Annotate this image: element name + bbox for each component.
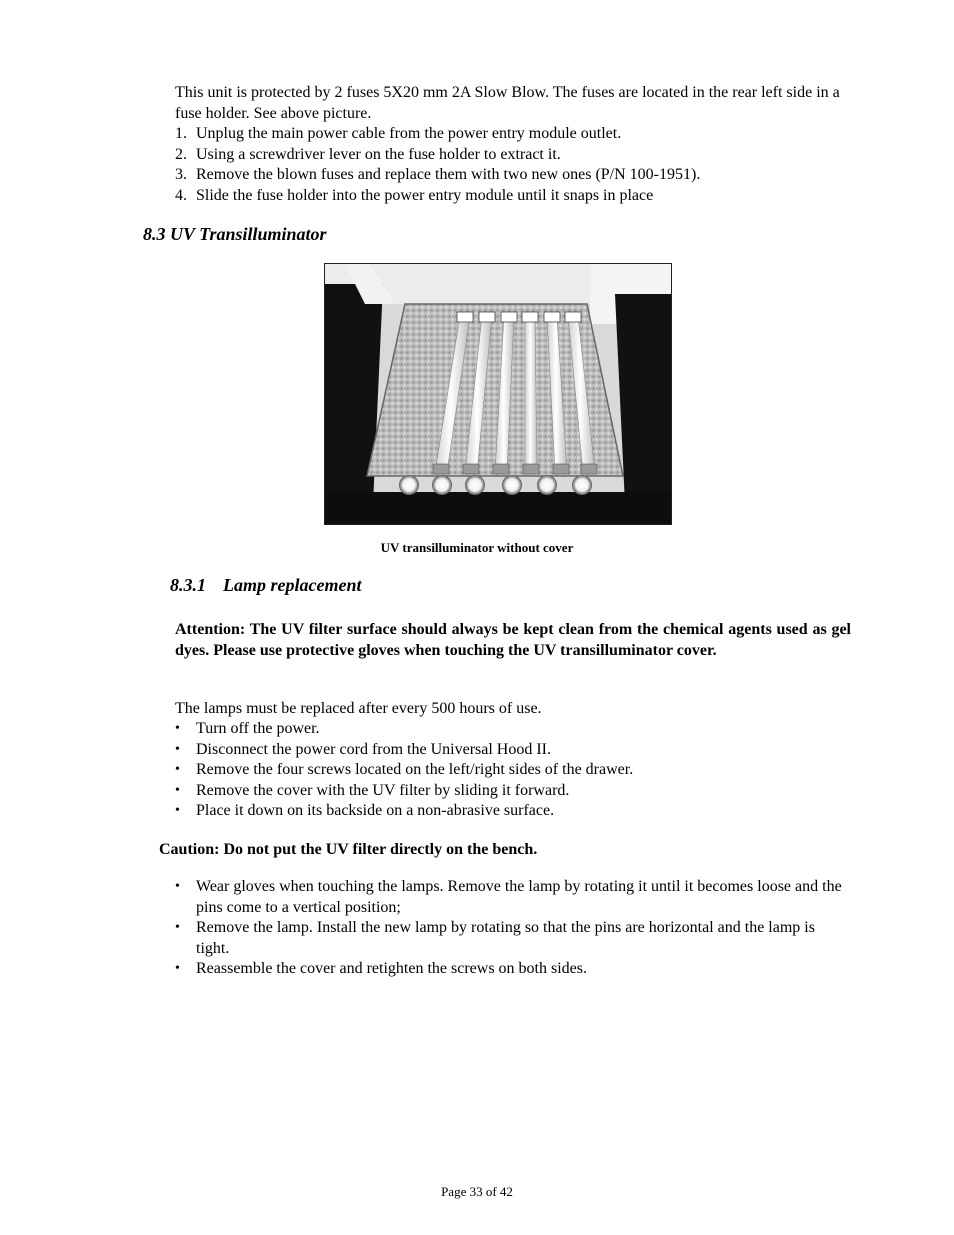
page-footer: Page 33 of 42 — [441, 1184, 513, 1199]
list-item — [175, 145, 851, 166]
list-item — [175, 165, 851, 186]
bullet-glyph: • — [175, 961, 180, 976]
lamp-steps-list — [175, 719, 851, 822]
bullet-glyph: • — [175, 782, 180, 798]
subsection-heading — [170, 575, 361, 596]
subsection-number: 8.3.1 — [170, 575, 206, 595]
list-item — [175, 918, 851, 959]
list-item-text: Unplug the main power cable from the power entry module outlet. — [196, 125, 622, 142]
list-item-text: Place it down on its backside on a non-abrasive surface. — [196, 802, 555, 819]
photo-illustration — [325, 264, 671, 524]
subsection-title: Lamp replacement — [223, 575, 362, 595]
list-item — [175, 186, 851, 207]
list-item-text: Remove the four screws located on the left/right sides of the drawer. — [196, 761, 634, 778]
lamp-install-steps-list — [175, 877, 851, 980]
bullet-glyph: • — [175, 762, 180, 777]
caution-paragraph: Caution: Do not put the UV filter directly on the bench. — [159, 841, 538, 858]
list-item-text: Slide the fuse holder into the power entry module until it snaps in place — [196, 186, 654, 204]
list-number: 2. — [175, 145, 187, 163]
fuse-intro-paragraph: This unit is protected by 2 fuses 5X20 mm 2A Slow Blow. The fuses are located in the rear left side in a fuse holder. See above picture. — [175, 84, 840, 122]
bullet-glyph: • — [175, 920, 180, 935]
lamps-intro-paragraph: The lamps must be replaced after every 500 hours of use. — [175, 700, 542, 717]
list-item — [175, 124, 851, 145]
fuse-steps-list — [175, 124, 851, 206]
list-number: 1. — [175, 125, 187, 142]
list-item — [175, 801, 851, 822]
list-item — [175, 740, 851, 761]
list-item-text: Remove the cover with the UV filter by sliding it forward. — [196, 781, 570, 799]
list-item — [175, 959, 851, 980]
bullet-glyph: • — [175, 879, 180, 894]
list-item — [175, 719, 851, 740]
list-number: 3. — [175, 166, 187, 183]
bullet-glyph: • — [175, 741, 180, 757]
list-item-text: Remove the blown fuses and replace them with two new ones (P/N 100-1951). — [196, 166, 701, 183]
list-item — [175, 877, 851, 918]
list-item-text: Using a screwdriver lever on the fuse holder to extract it. — [196, 145, 561, 163]
list-item-text: Wear gloves when touching the lamps. Remove the lamp by rotating it until it becomes loose and the pins come to a vertical position; — [196, 878, 842, 916]
attention-paragraph: Attention: The UV filter surface should always be kept clean from the chemical agents used as gel dyes. Please use protective gloves when touching the UV transilluminator cover. — [175, 621, 851, 659]
list-item-text: Turn off the power. — [196, 720, 320, 737]
section-heading: 8.3 UV Transilluminator — [143, 224, 327, 244]
list-item — [175, 760, 851, 781]
list-item-text: Reassemble the cover and retighten the screws on both sides. — [196, 960, 587, 977]
list-item — [175, 781, 851, 802]
bullet-glyph: • — [175, 803, 180, 818]
list-item-text: Disconnect the power cord from the Universal Hood II. — [196, 740, 551, 758]
figure-caption: UV transilluminator without cover — [380, 540, 574, 555]
list-item-text: Remove the lamp. Install the new lamp by rotating so that the pins are horizontal and the lamp is tight. — [196, 919, 815, 957]
list-number: 4. — [175, 186, 187, 204]
uv-transilluminator-photo — [324, 263, 672, 525]
bullet-glyph: • — [175, 721, 180, 736]
